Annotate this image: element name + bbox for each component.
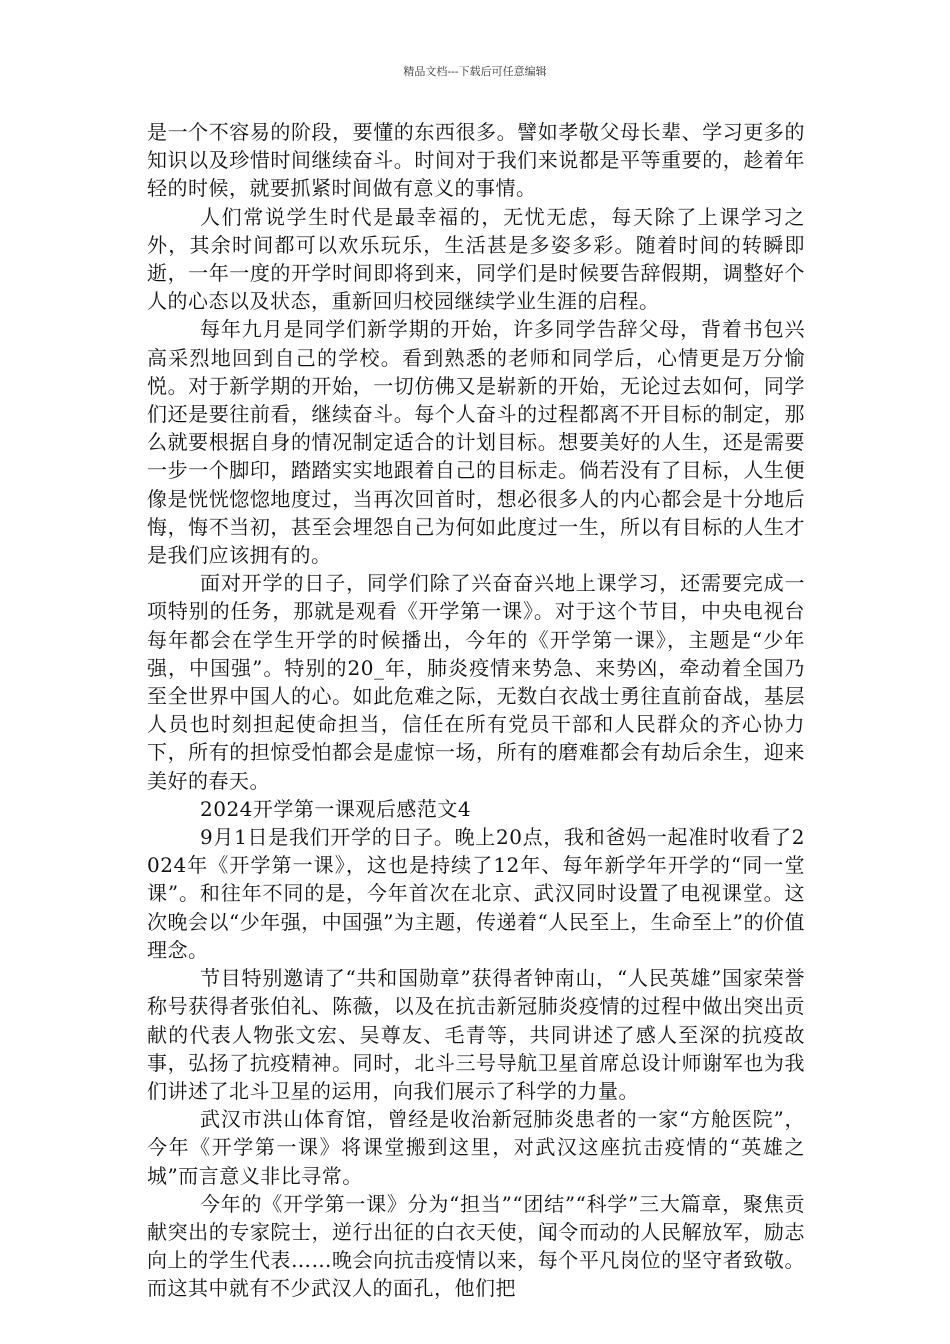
document-body [147,118,805,1303]
paragraph: 节目特别邀请了“共和国勋章”获得者钟南山，“人民英雄”国家荣誉称号获得者张伯礼、陈薇，以及在抗击新冠肺炎疫情的过程中做出突出贡献的代表人物张文宏、吴尊友、毛青等，共同讲述了感人至深的抗疫故事，弘扬了抗疫精神。同时，北斗三号导航卫星首席总设计师谢军也为我们讲述了北斗卫星的运用，向我们展示了科学的力量。 [147,966,805,1103]
paragraph: 武汉市洪山体育馆，曾经是收治新冠肺炎患者的一家“方舱医院”，今年《开学第一课》将课堂搬到这里，对武汉这座抗击疫情的“英雄之城”而言意义非比寻常。 [147,1107,805,1188]
paragraph: 每年九月是同学们新学期的开始，许多同学告辞父母，背着书包兴高采烈地回到自己的学校。看到熟悉的老师和同学后，心情更是万分愉悦。对于新学期的开始，一切仿佛又是崭新的开始，无论过去如何，同学们还是要往前看，继续奋斗。每个人奋斗的过程都离不开目标的制定，那么就要根据自身的情况制定适合的计划目标。想要美好的人生，还是需要一步一个脚印，踏踏实实地跟着自己的目标走。倘若没有了目标，人生便像是恍恍惚惚地度过，当再次回首时，想必很多人的内心都会是十分地后悔，悔不当初，甚至会埋怨自己为何如此度过一生，所以有目标的人生才是我们应该拥有的。 [147,317,805,568]
paragraph: 9月1日是我们开学的日子。晚上20点，我和爸妈一起准时收看了2024年《开学第一课》，这也是持续了12年、每年新学年开学的“同一堂课”。和往年不同的是，今年首次在北京、武汉同时设置了电视课堂。这次晚会以“少年强，中国强”为主题，传递着“人民至上，生命至上”的价值理念。 [147,825,805,962]
page-header: 精品文档---下载后可任意编辑 [403,65,547,78]
paragraph: 人们常说学生时代是最幸福的，无忧无虑，每天除了上课学习之外，其余时间都可以欢乐玩乐，生活甚是多姿多彩。随着时间的转瞬即逝，一年一度的开学时间即将到来，同学们是时候要告辞假期，调整好个人的心态以及状态，重新回归校园继续学业生涯的启程。 [147,204,805,314]
paragraph: 今年的《开学第一课》分为“担当”“团结”“科学”三大篇章，聚焦贡献突出的专家院士，逆行出征的白衣天使，闻令而动的人民解放军，励志向上的学生代表……晚会向抗击疫情以来，每个平凡岗位的坚守者致敬。而这其中就有不少武汉人的面孔，他们把 [147,1191,805,1301]
section-heading: 2024开学第一课观后感范文4 [200,796,472,821]
paragraph: 面对开学的日子，同学们除了兴奋奋兴地上课学习，还需要完成一项特别的任务，那就是观看《开学第一课》。对于这个节目，中央电视台每年都会在学生开学的时候播出，今年的《开学第一课》，主题是“少年强，中国强”。特别的20_年，肺炎疫情来势急、来势凶，牵动着全国乃至全世界中国人的心。如此危难之际，无数白衣战士勇往直前奋战，基层人员也时刻担起使命担当，信任在所有党员干部和人民群众的齐心协力下，所有的担惊受怕都会是虚惊一场，所有的磨难都会有劫后余生，迎来美好的春天。 [147,571,805,793]
paragraph: 是一个不容易的阶段，要懂的东西很多。譬如孝敬父母长辈、学习更多的知识以及珍惜时间继续奋斗。时间对于我们来说都是平等重要的，趁着年轻的时候，就要抓紧时间做有意义的事情。 [147,120,805,201]
